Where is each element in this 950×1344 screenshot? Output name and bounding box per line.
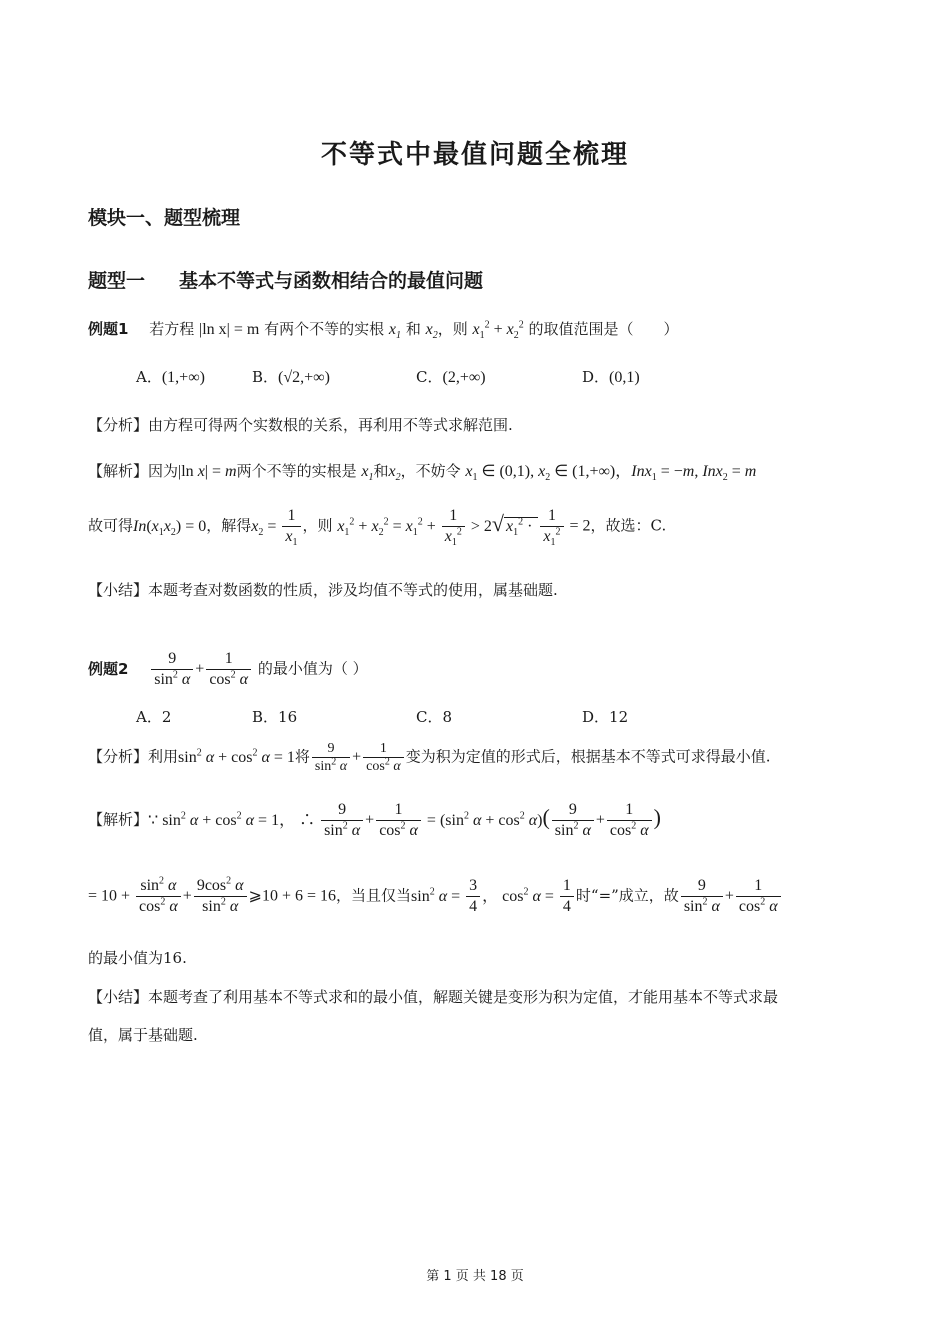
example1-stem-mid: 有两个不等的实根 [264, 320, 385, 338]
example1-solution-line1: 【解析】因为|ln x| = m两个不等的实根是 $x_1$和$x_2$，不妨令 $x_1$ ∈ (0,1), $x_2$ ∈ (1,+∞)，Inx$_1$ = −m, Inx$_2$ = m [88, 462, 757, 484]
example2-analysis: 【分析】利用$\sin^2 \alpha + \cos^2 \alpha = 1$将 $\frac{9}{\sin^2 \alpha}$ + $\frac{1}{\cos^2 \alpha}$ 变为积为定值的形式后，根据基本不等式可求得最小值. [88, 741, 771, 774]
math-product: $In(x_1x_2) = 0$ [133, 517, 207, 538]
math-sum-squares: $x_1^2 + x_2^2$ [472, 319, 524, 342]
example2-solution-line2: = 10 + $\frac{\sin^2 \alpha}{\cos^2 \alpha}$ + $\frac{9\cos^2 \alpha}{\sin^2 \alpha}$ ⩾10 + 6 = 16，当且仅当$\sin^2 \alpha$ = $\frac{3}{4}$ ， $\cos^2 \alpha$ = $\frac{1}{4}$ 时“=”成立，故 $\frac{9}{\sin^2 \alpha}$ + $\frac{1}{\cos^2 \alpha}$ [88, 876, 783, 917]
example1-stem [88, 318, 679, 342]
example2-option-d[interactable]: D．12 [582, 708, 629, 726]
math-inequality: $x_1^2 + x_2^2 = x_1^2$ + [337, 516, 440, 538]
math-x2: $x_2$ [425, 321, 438, 342]
example1-equation: |ln x| = m [199, 321, 260, 338]
math-ln-eq: |ln x| = m [178, 463, 237, 480]
math-x1: $x_1$ [388, 321, 402, 342]
example2-stem-post: 的最小值为（ ） [257, 659, 368, 678]
example2-stem: 例题2 $\frac{9}{\sin^2 \alpha}$ + $\frac{1}{\cos^2 \alpha}$ 的最小值为（ ） [88, 650, 368, 688]
type-heading-text: 基本不等式与函数相结合的最值问题 [179, 270, 484, 292]
math-fraction: $\frac{9}{\sin^2 \alpha}$ [151, 649, 193, 690]
example1-stem-end: 的取值范围是（ ） [528, 320, 679, 338]
type-heading [88, 266, 483, 293]
math-intervals: $x_1$ ∈ (0,1), $x_2$ ∈ (1,+∞)，Inx$_1$ = −m, Inx$_2$ = m [465, 463, 757, 484]
example2-summary-line2: 值，属于基础题. [88, 1026, 198, 1044]
example1-analysis [88, 414, 513, 435]
example1-stem-post: ，则 [437, 320, 468, 338]
type-heading-label: 题型一 [88, 270, 146, 292]
example1-option-d[interactable]: D．(0,1) [582, 368, 640, 386]
example2-options [136, 706, 736, 730]
example1-summary [88, 579, 558, 600]
example2-option-b[interactable]: B．16 [252, 708, 298, 726]
analysis-text: 由方程可得两个实数根的关系，再利用不等式求解范围. [148, 416, 513, 434]
analysis-tag: 【分析】 [88, 416, 149, 434]
example1-stem-pre: 若方程 [149, 320, 195, 338]
solution-tag: 【解析】 [88, 462, 149, 480]
math-fraction: $\frac{1}{x_1}$ [282, 506, 300, 547]
example1-solution-line2: 故可得$In(x_1x_2) = 0$，解得$x_2$ = $\frac{1}{x_1}$ ，则 $x_1^2 + x_2^2 = x_1^2$ + $\frac{1}{x_1^2}$ > 2√ $x_1^2$ · $\frac{1}{x_1^2}$ = 2，故选：C. [88, 507, 667, 549]
example2-solution-line3: 的最小值为16. [88, 949, 187, 967]
example2-option-a[interactable]: A．2 [136, 708, 172, 726]
module-heading: 模块一、题型梳理 [88, 207, 241, 229]
summary-tag: 【小结】 [88, 988, 149, 1006]
analysis-tag: 【分析】 [88, 747, 149, 766]
example2-option-c[interactable]: C．8 [416, 708, 453, 726]
example1-label: 例题1 [88, 320, 129, 338]
example1-stem-mid2: 和 [405, 320, 421, 338]
example2-solution-line1: 【解析】∵ $\sin^2 \alpha + \cos^2 \alpha = 1$， ∴ $\frac{9}{\sin^2 \alpha}$ + $\frac{1}{\cos^2 \alpha}$ = ($\sin^2$ $\alpha + \cos^2 \alpha$)( $\frac{9}{\sin^2 \alpha}$ + $\frac{1}{\cos^2 \alpha}$ ) [88, 801, 661, 839]
example1-options [136, 366, 736, 396]
page-title: 不等式中最值问题全梳理 [320, 140, 629, 170]
page-footer: 第 1 页 共 18 页 [426, 1269, 524, 1284]
summary-tag: 【小结】 [88, 581, 149, 599]
example1-option-a[interactable]: A．(1,+∞) [136, 368, 205, 386]
solution-tag: 【解析】 [88, 810, 149, 829]
example2-label: 例题2 [88, 659, 129, 678]
summary-text: 本题考查对数函数的性质，涉及均值不等式的使用，属基础题. [148, 581, 558, 599]
example1-option-c[interactable]: C．(2,+∞) [416, 368, 486, 386]
example1-option-b[interactable]: B．(√2,+∞) [252, 368, 330, 386]
example2-summary-line1: 【小结】本题考查了利用基本不等式求和的最小值，解题关键是变形为积为定值，才能用基本不等式求最 [88, 988, 779, 1006]
